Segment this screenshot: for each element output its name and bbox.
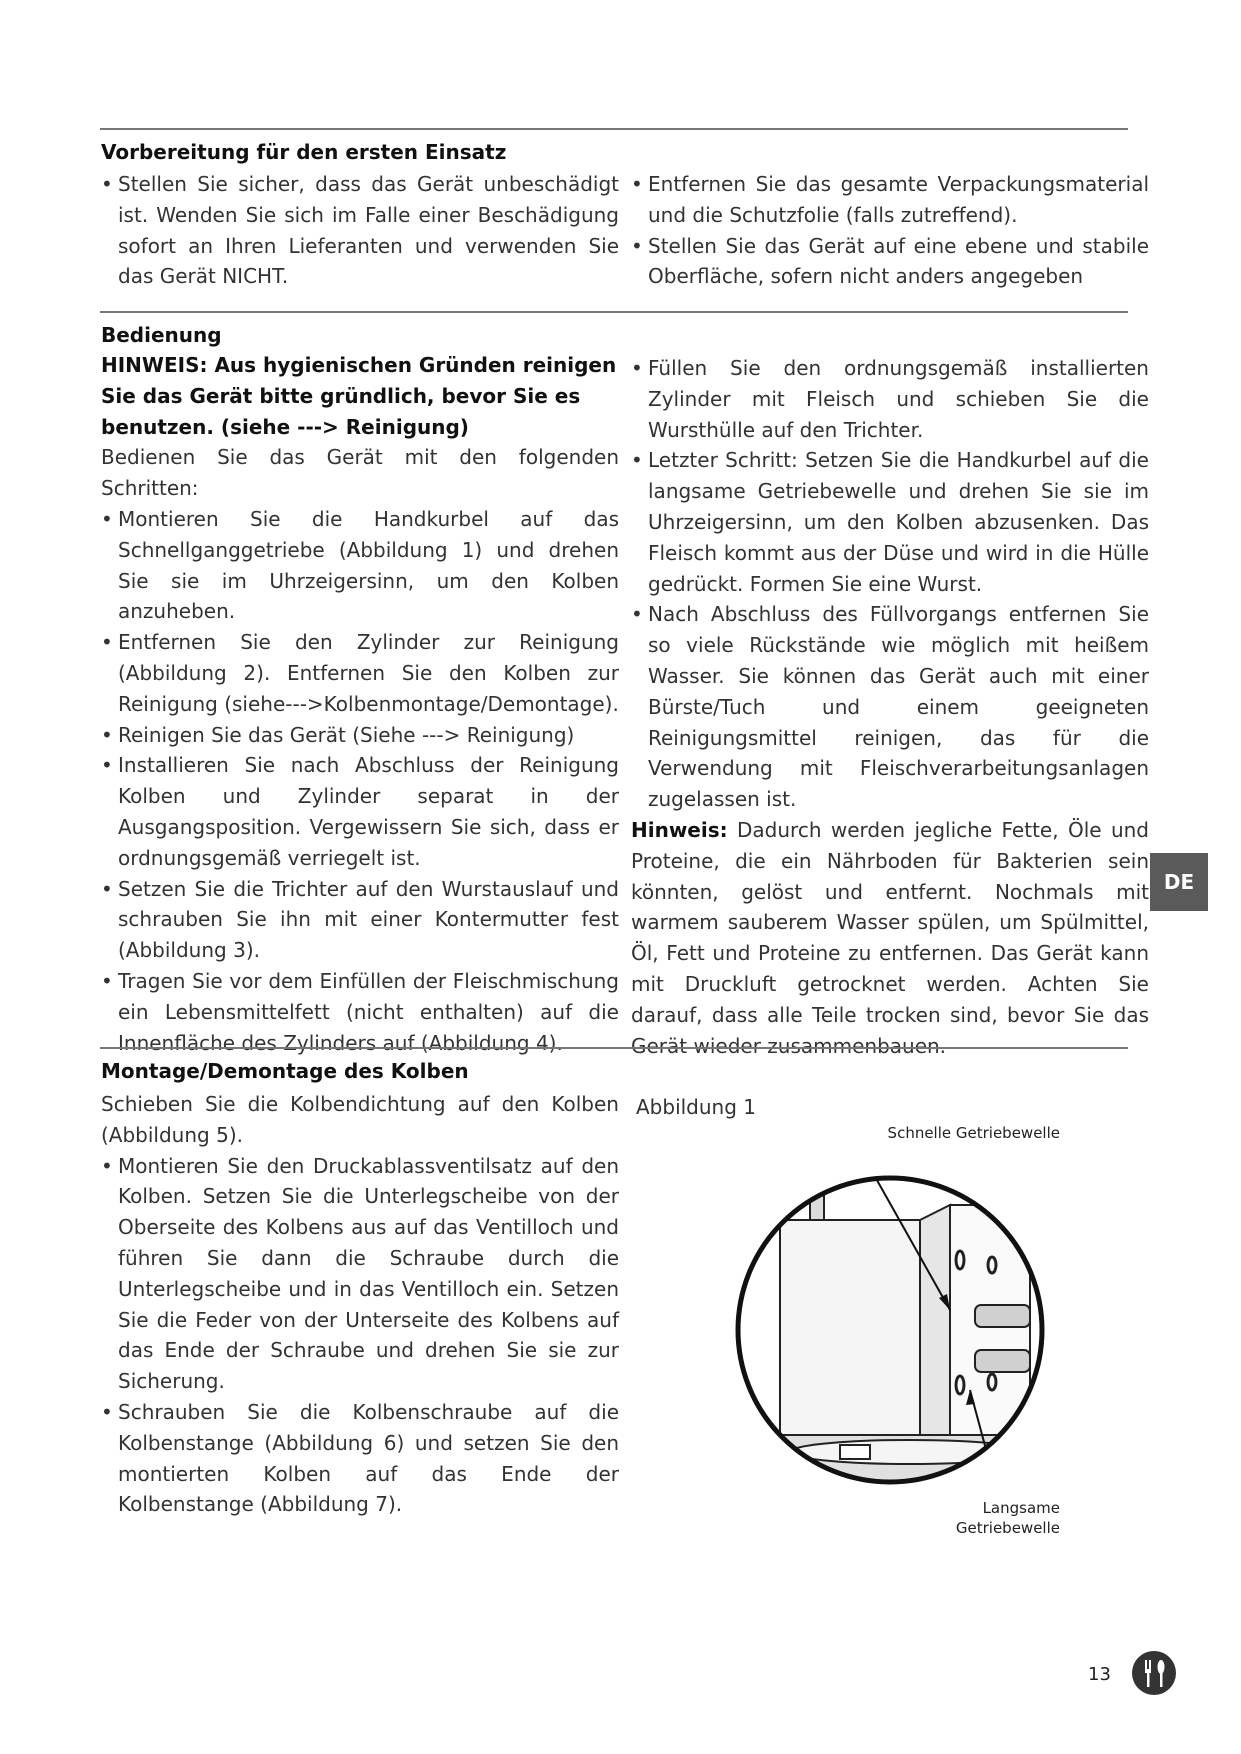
list-item: • Montieren Sie die Handkurbel auf das Schnellganggetriebe (Abbildung 1) und drehen Sie sie im Uhrzeigersinn, um den Kolben anzuheben. [101,504,619,627]
figure-label-slow-line2: Getriebewelle [955,1519,1060,1537]
figure-label-fast-shaft: Schnelle Getriebewelle [887,1124,1060,1142]
gear-shaft-figure [720,1160,1060,1500]
hinweis-text: Dadurch werden jegliche Fette, Öle und Proteine, die ein Nährboden für Bakterien sein könnten, gelöst und entfernt. Nochmals mit warmem sauberem Wasser spülen, um Spülmittel, Öl, Fett und Proteine zu entfernen. Das Gerät kann mit Druckluft getrocknet werden. Achten Sie darauf, dass alle Teile trocken sind, bevor Sie das Gerät wieder zusammenbauen. [631,817,1149,1058]
hygiene-note: HINWEIS: Aus hygienischen Gründen reinigen Sie das Gerät bitte gründlich, bevor Sie es benutzen. (siehe ---> Reinigung) [101,353,617,439]
operation-left-column [101,350,619,1058]
section-title-operation: Bedienung [101,323,222,347]
operation-right-column [631,353,1149,1061]
list-item: • Letzter Schritt: Setzen Sie die Handkurbel auf die langsame Getriebewelle und drehen Sie sie im Uhrzeigersinn, um den Kolben abzusenken. Das Fleisch kommt aus der Düse und wird in die Hülle gedrückt. Formen Sie eine Wurst. [631,445,1149,599]
list-item: • Entfernen Sie das gesamte Verpackungsmaterial und die Schutzfolie (falls zutreffend). [631,169,1149,231]
divider [100,128,1128,130]
list-item: • Entfernen Sie den Zylinder zur Reinigung (Abbildung 2). Entfernen Sie den Kolben zur Reinigung (siehe--->Kolbenmontage/Demontage). [101,627,619,719]
operation-intro: Bedienen Sie das Gerät mit den folgenden Schritten: [101,445,619,501]
list-item: • Schrauben Sie die Kolbenschraube auf die Kolbenstange (Abbildung 6) und setzen Sie den montierten Kolben auf das Ende der Kolbenstange (Abbildung 7). [101,1397,619,1520]
list-item: • Stellen Sie sicher, dass das Gerät unbeschädigt ist. Wenden Sie sich im Falle einer Beschädigung sofort an Ihren Lieferanten und verwenden Sie das Gerät NICHT. [101,169,619,292]
list-item: • Tragen Sie vor dem Einfüllen der Fleischmischung ein Lebensmittelfett (nicht enthalten) auf die Innenfläche des Zylinders auf (Abbildung 4). [101,966,619,1058]
hinweis-paragraph [631,815,1149,1061]
assembly-intro: Schieben Sie die Kolbendichtung auf den Kolben (Abbildung 5). [101,1092,619,1147]
prep-right-column [631,169,1149,292]
figure-caption: Abbildung 1 [636,1095,757,1119]
list-item: • Montieren Sie den Druckablassventilsatz auf den Kolben. Setzen Sie die Unterlegscheibe von der Oberseite des Kolbens aus auf das Ventilloch und führen Sie dann die Schraube durch die Unterlegscheibe und in das Ventilloch ein. Setzen Sie die Feder von der Unterseite des Kolbens auf das Ende der Schraube und drehen Sie sie zur Sicherung. [101,1151,619,1397]
figure-label-slow-shaft [900,1498,1060,1538]
language-tab: DE [1150,853,1208,911]
cutlery-logo-icon [1131,1650,1177,1696]
list-item: • Installieren Sie nach Abschluss der Reinigung Kolben und Zylinder separat in der Ausgangsposition. Vergewissern Sie sich, dass er ordnungsgemäß verriegelt ist. [101,750,619,873]
prep-left-column [101,169,619,292]
assembly-left-column [101,1089,619,1520]
divider [100,311,1128,313]
hinweis-label: Hinweis: [631,817,728,842]
list-item: • Reinigen Sie das Gerät (Siehe ---> Reinigung) [101,720,619,751]
list-item: • Nach Abschluss des Füllvorgangs entfernen Sie so viele Rückstände wie möglich mit heißem Wasser. Sie können das Gerät auch mit einer Bürste/Tuch und einem geeigneten Reinigungsmittel reinigen, das für die Verwendung mit Fleischverarbeitungsanlagen zugelassen ist. [631,599,1149,815]
page-number: 13 [1088,1664,1111,1685]
list-item: • Füllen Sie den ordnungsgemäß installierten Zylinder mit Fleisch und schieben Sie die Wursthülle auf den Trichter. [631,353,1149,445]
divider [100,1047,1128,1049]
section-title-assembly: Montage/Demontage des Kolben [101,1059,469,1083]
section-title-prep: Vorbereitung für den ersten Einsatz [101,140,507,164]
list-item: • Setzen Sie die Trichter auf den Wurstauslauf und schrauben Sie ihn mit einer Kontermutter fest (Abbildung 3). [101,874,619,966]
list-item: • Stellen Sie das Gerät auf eine ebene und stabile Oberfläche, sofern nicht anders angegeben [631,231,1149,293]
figure-label-slow-line1: Langsame [982,1499,1060,1517]
